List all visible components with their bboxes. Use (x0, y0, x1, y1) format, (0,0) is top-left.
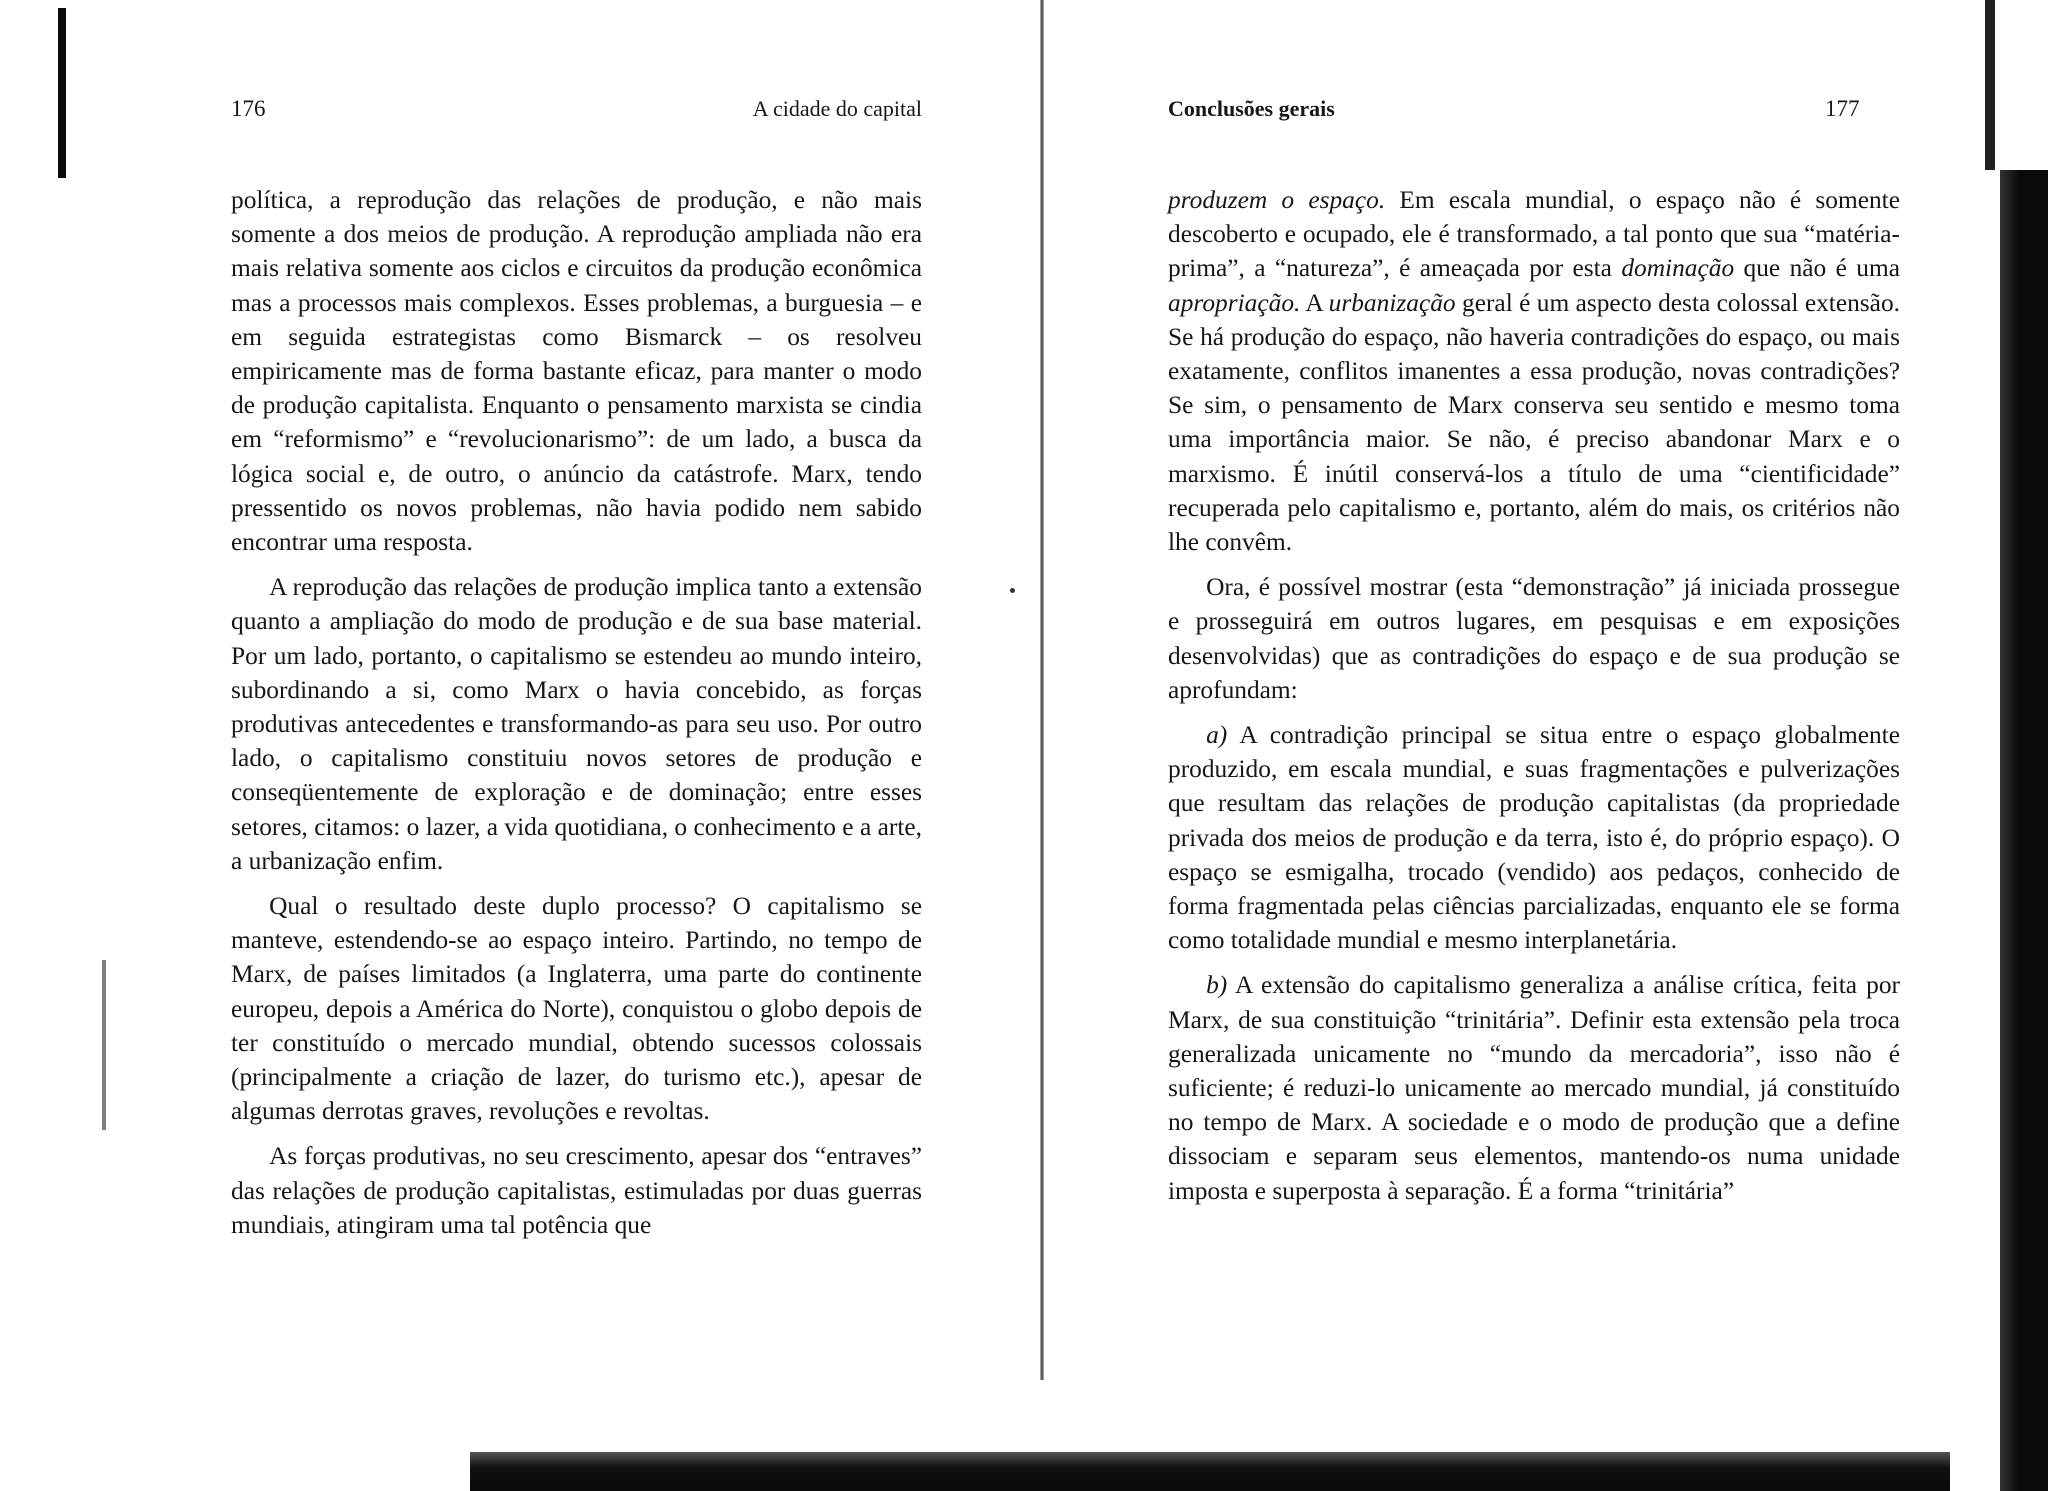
text-run: A extensão do capitalismo generaliza a análise crítica, feita por Marx, de sua constituição “trinitária”. Definir esta extensão pela troca generalizada unicamente no “mundo da mercadoria”, isso não é suficiente; é reduzi-lo unicamente ao mercado mundial, já constituído no tempo de Marx. A sociedade e o modo de produção que a define dissociam e separam seus elementos, mantendo-os numa unidade imposta e superposta à separação. É a forma “trinitária” (1168, 971, 1900, 1205)
text-run: geral é um aspecto desta colossal extensão. Se há produção do espaço, não haveria contradições do espaço, ou mais exatamente, conflitos imanentes a essa produção, novas contradições? Se sim, o pensamento de Marx conserva seu sentido e mesmo toma uma importância maior. Se não, é preciso abandonar Marx e o marxismo. É inútil conservá-los a título de uma “cientificidade” recuperada pelo capitalismo e, portanto, além do mais, os critérios não lhe convêm. (1168, 288, 1900, 557)
running-head-right: Conclusões gerais (1168, 96, 1335, 121)
text-run: A (1300, 288, 1329, 317)
italic-text: produzem o espaço. (1168, 186, 1386, 214)
running-head-left: A cidade do capital (752, 96, 922, 121)
list-item-b (1168, 968, 1900, 1207)
paragraph: Ora, é possível mostrar (esta “demonstração” já iniciada prossegue e prosseguirá em outros lugares, em pesquisas e em exposições desenvolvidas) que as contradições do espaço e de sua produção se aprofundam: (1168, 573, 1900, 704)
page-number-left: 176 (231, 96, 266, 121)
text-run: A contradição principal se situa entre o espaço globalmente produzido, em escala mundial, e suas fragmentações e pulverizações que resultam das relações de produção capitalistas (da propriedade privada dos meios de produção e da terra, isto é, do próprio espaço). O espaço se esmigalha, trocado (vendido) aos pedaços, conhecido de forma fragmentada pelas ciências parcializadas, enquanto ele se forma como totalidade mundial e mesmo interplanetária. (1168, 721, 1900, 955)
paragraph (1168, 183, 1900, 559)
page-number-right: 177 (1825, 96, 1860, 121)
italic-text: dominação (1621, 254, 1735, 283)
list-marker: b) (1206, 971, 1228, 1000)
body-text-left (231, 183, 922, 1253)
italic-text: urbanização (1328, 288, 1456, 317)
paragraph: A reprodução das relações de produção implica tanto a extensão quanto a ampliação do modo de produção e de sua base material. Por um lado, portanto, o capitalismo se estendeu ao mundo inteiro, subordinando a si, como Marx o havia concebido, as forças produtivas antecedentes e transformando-as para seu uso. Por outro lado, o capitalismo constituiu novos setores de produção e conseqüentemente de exploração e de dominação; entre esses setores, citamos: o lazer, a vida quotidiana, o conhecimento e a arte, a urbanização enfim. (231, 573, 922, 875)
right-page (1043, 0, 2048, 1491)
italic-text: apropriação. (1168, 288, 1301, 317)
text-run: que não é uma (1734, 254, 1900, 283)
list-marker: a) (1206, 721, 1228, 750)
paragraph: política, a reprodução das relações de produção, e não mais somente a dos meios de produção. A reprodução ampliada não era mais relativa somente aos ciclos e circuitos da produção econômica mas a processos mais complexos. Esses problemas, a burguesia – e em seguida estrategistas como Bismarck – os resolveu empiricamente mas de forma bastante eficaz, para manter o modo de produção capitalista. Enquanto o pensamento marxista se cindia em “reformismo” e “revolucionarismo”: de um lado, a busca da lógica social e, de outro, o anúncio da catástrofe. Marx, tendo pressentido os novos problemas, não havia podido nem sabido encontrar uma resposta. (231, 186, 922, 557)
list-item-a (1168, 718, 1900, 957)
text-run: Em escala mundial, o espaço não é somente descoberto e ocupado, ele é transformado, a tal ponto que sua “matéria-prima”, a “natureza”, é ameaçada por esta (1168, 186, 1901, 283)
paragraph: As forças produtivas, no seu crescimento, apesar dos “entraves” das relações de produção capitalistas, estimuladas por duas guerras mundiais, atingiram uma tal potência que (231, 1142, 922, 1239)
paragraph: Qual o resultado deste duplo processo? O capitalismo se manteve, estendendo-se ao espaço inteiro. Partindo, no tempo de Marx, de países limitados (a Inglaterra, uma parte do continente europeu, depois a América do Norte), conquistou o globo depois de ter constituído o mercado mundial, obtendo sucessos colossais (principalmente a criação de lazer, do turismo etc.), apesar de algumas derrotas graves, revoluções e revoltas. (231, 892, 922, 1126)
body-text-right (1168, 183, 1900, 1219)
